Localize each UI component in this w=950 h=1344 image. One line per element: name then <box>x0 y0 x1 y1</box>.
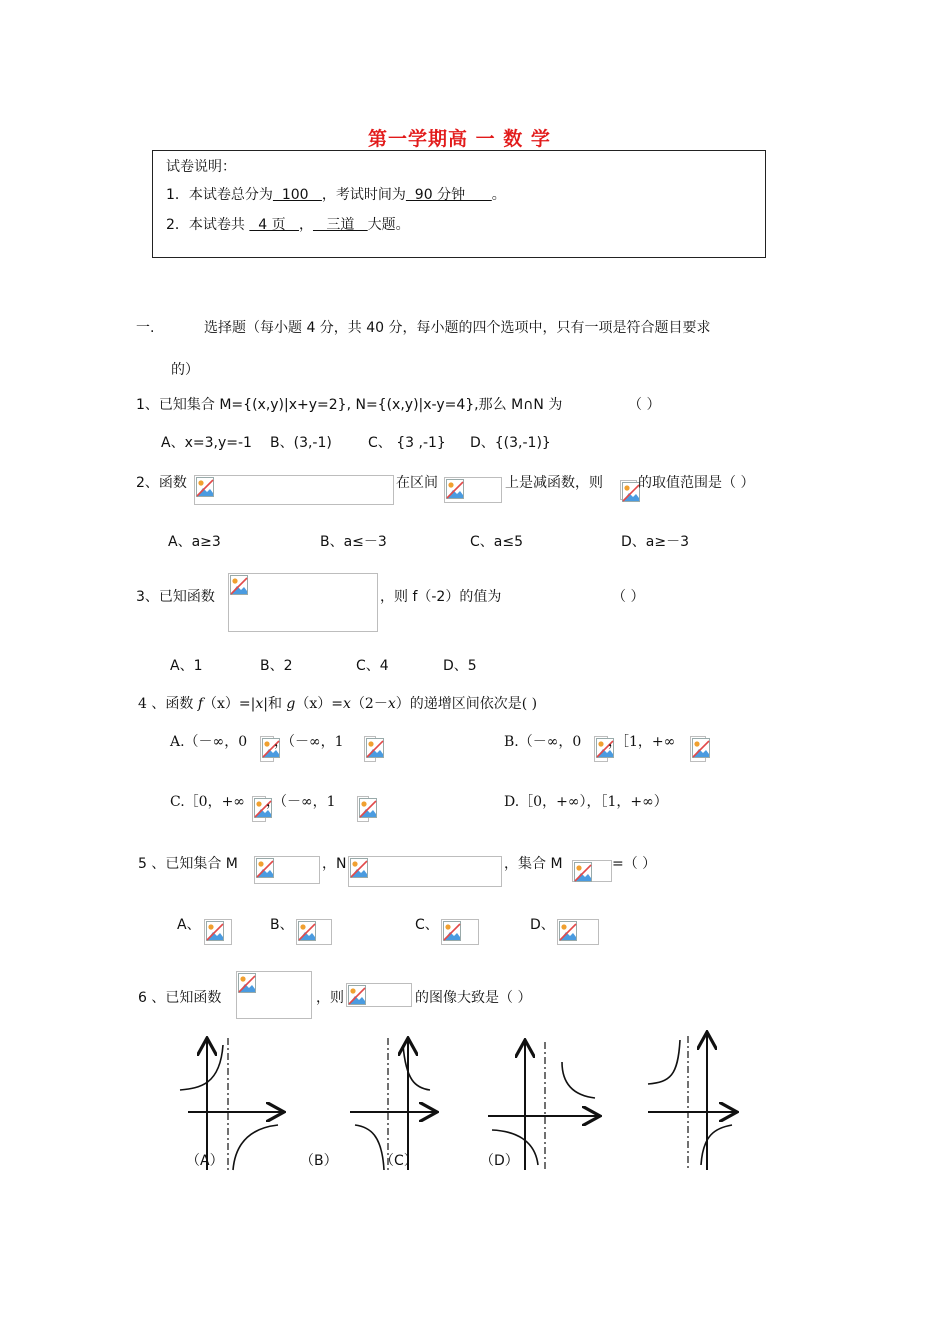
formula-image-icon <box>444 477 502 503</box>
q5-n: ，N <box>322 856 347 872</box>
q4-option-c-part2: ，（－∞，1 <box>266 794 336 810</box>
formula-image-icon <box>346 983 412 1007</box>
q4-option-a-part1: A.（－∞，0 <box>170 734 248 750</box>
q3-pre: 3、已知函数 <box>136 589 215 605</box>
q6-graphs <box>170 1030 750 1175</box>
q4-option-a-part2: ，（－∞，1 <box>274 734 344 750</box>
q1-stem: 1、已知集合 M={(x,y)|x+y=2}, N={(x,y)|x-y=4},那么 M∩N 为 <box>136 397 563 413</box>
broken-image-icon <box>366 738 384 758</box>
q3-option-c: C、4 <box>356 658 389 674</box>
page-title: 第一学期高 一 数 学 <box>368 128 551 150</box>
graph-d <box>648 1034 735 1170</box>
exam-notice-box <box>152 150 766 258</box>
formula-image-icon <box>194 475 394 505</box>
graph-label-d: （D） <box>480 1153 519 1169</box>
page-count: 4 页 <box>249 217 299 233</box>
broken-image-icon <box>443 921 461 941</box>
graph-label-c: （C） <box>380 1153 418 1169</box>
formula-image-icon <box>690 736 706 762</box>
broken-image-icon <box>350 858 368 878</box>
broken-image-icon <box>230 575 248 595</box>
graph-label-b: （B） <box>300 1153 338 1169</box>
q2-pre: 2、函数 <box>136 475 187 491</box>
q5-end: =（ ） <box>612 856 657 872</box>
q5-set: ，集合 M <box>504 856 563 872</box>
formula-image-icon <box>296 919 332 945</box>
q1-option-d: D、{(3,-1)} <box>470 435 551 451</box>
q2-option-d: D、a≥－3 <box>621 534 689 550</box>
q2-option-b: B、a≤－3 <box>320 534 387 550</box>
q1-option-a: A、x=3,y=-1 <box>161 435 252 451</box>
q5-option-d: D、 <box>530 917 555 933</box>
broken-image-icon <box>298 921 316 941</box>
total-score: 100 <box>272 187 322 203</box>
formula-image-icon <box>260 736 274 762</box>
formula-image-icon <box>252 796 266 822</box>
q6-end: 的图像大致是（ ） <box>415 990 532 1006</box>
q3-post: ，则 f（-2）的值为 <box>380 589 502 605</box>
section-heading: 选择题（每小题 4 分，共 40 分，每小题的四个选项中，只有一项是符合题目要求 <box>204 320 711 336</box>
formula-image-icon <box>557 919 599 945</box>
q3-option-a: A、1 <box>170 658 203 674</box>
formula-image-icon <box>228 573 378 632</box>
q4-option-c-part1: C.［0，+∞ <box>170 794 245 810</box>
broken-image-icon <box>348 985 366 1005</box>
q3-option-d: D、5 <box>443 658 477 674</box>
formula-image-icon <box>572 860 612 882</box>
notice-line-2: 2．本试卷共 4 页 ， 三道 大题。 <box>166 217 410 233</box>
q4-option-b-part2: ，［1，+∞ <box>608 734 676 750</box>
broken-image-icon <box>206 921 224 941</box>
exam-time: 90 分钟 <box>405 187 492 203</box>
broken-image-icon <box>359 798 377 818</box>
broken-image-icon <box>196 477 214 497</box>
q1-option-b: B、(3,-1) <box>270 435 332 451</box>
q1-answer-paren: （ ） <box>628 397 661 413</box>
q4-option-d: D.［0，+∞），［1，+∞） <box>504 794 668 810</box>
q5-option-a: A、 <box>177 917 201 933</box>
section-number: 一. <box>136 320 155 336</box>
section-heading-cont: 的） <box>171 362 199 378</box>
q4-stem: 4 、函数 f（x）=|x|和 g（x）=x（2－x）的递增区间依次是( ) <box>138 696 538 712</box>
formula-image-icon <box>594 736 608 762</box>
formula-image-icon <box>364 736 376 762</box>
q2-option-c: C、a≤5 <box>470 534 523 550</box>
broken-image-icon <box>446 479 464 499</box>
formula-image-icon <box>348 856 502 887</box>
q2-post: 上是减函数，则 <box>505 475 603 491</box>
q5-option-b: B、 <box>270 917 294 933</box>
formula-image-icon <box>620 480 637 500</box>
broken-image-icon <box>238 973 256 993</box>
broken-image-icon <box>692 738 710 758</box>
formula-image-icon <box>441 919 479 945</box>
formula-image-icon <box>357 796 369 822</box>
q6-mid: ，则 <box>316 990 344 1006</box>
q3-option-b: B、2 <box>260 658 293 674</box>
q5-option-c: C、 <box>415 917 439 933</box>
q1-option-c: C、 {3 ,-1} <box>368 435 446 451</box>
q2-end: 的取值范围是（ ） <box>638 475 755 491</box>
q3-answer-paren: （ ） <box>612 589 645 605</box>
notice-line-1: 1．本试卷总分为 100 ，考试时间为 90 分钟 。 <box>166 187 506 203</box>
q5-pre: 5 、已知集合 M <box>138 856 238 872</box>
q2-mid: 在区间 <box>396 475 438 491</box>
q4-option-b-part1: B.（－∞，0 <box>504 734 582 750</box>
broken-image-icon <box>559 921 577 941</box>
q6-pre: 6 、已知函数 <box>138 990 222 1006</box>
formula-image-icon <box>236 971 312 1019</box>
broken-image-icon <box>574 862 592 882</box>
formula-image-icon <box>204 919 232 945</box>
q2-option-a: A、a≥3 <box>168 534 221 550</box>
graph-label-a: （A） <box>186 1153 224 1169</box>
formula-image-icon <box>254 856 320 884</box>
broken-image-icon <box>256 858 274 878</box>
notice-heading: 试卷说明： <box>166 159 236 175</box>
section-count: 三道 <box>312 217 368 233</box>
